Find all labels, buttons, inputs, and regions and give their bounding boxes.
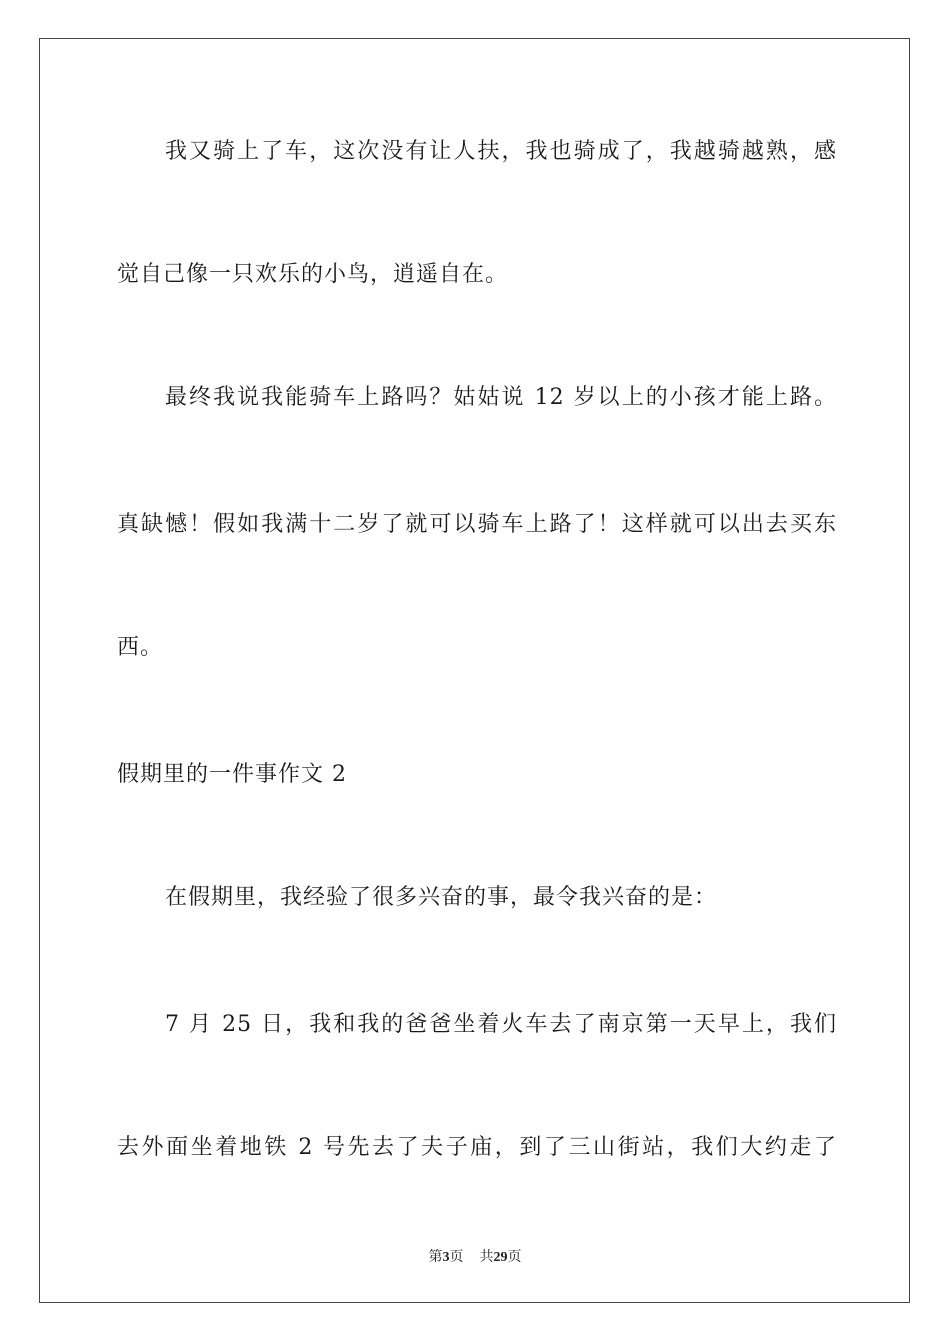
page-total: 29 bbox=[493, 1250, 508, 1265]
page-footer bbox=[0, 1247, 950, 1268]
page-prefix: 第 bbox=[428, 1249, 443, 1265]
paragraph-line: 7 月 25 日，我和我的爸爸坐着火车去了南京第一天早上，我们 bbox=[165, 1012, 837, 1037]
paragraph-line: 在假期里，我经验了很多兴奋的事，最令我兴奋的是： bbox=[165, 885, 718, 910]
section-heading: 假期里的一件事作文 2 bbox=[117, 762, 347, 787]
paragraph-line: 西。 bbox=[117, 635, 164, 660]
paragraph-line: 去外面坐着地铁 2 号先去了夫子庙，到了三山街站，我们大约走了 bbox=[117, 1135, 837, 1160]
paragraph-line: 最终我说我能骑车上路吗？姑姑说 12 岁以上的小孩才能上路。 bbox=[165, 385, 837, 410]
page-border bbox=[39, 38, 910, 1303]
paragraph-line: 真缺憾！假如我满十二岁了就可以骑车上路了！这样就可以出去买东 bbox=[117, 512, 837, 537]
total-suffix: 页 bbox=[507, 1249, 522, 1265]
page-current: 3 bbox=[442, 1250, 450, 1265]
page-suffix: 页 bbox=[449, 1249, 464, 1265]
paragraph-line: 觉自己像一只欢乐的小鸟，逍遥自在。 bbox=[117, 262, 509, 287]
paragraph-line: 我又骑上了车，这次没有让人扶，我也骑成了，我越骑越熟，感 bbox=[165, 139, 837, 164]
total-prefix: 共 bbox=[479, 1249, 494, 1265]
